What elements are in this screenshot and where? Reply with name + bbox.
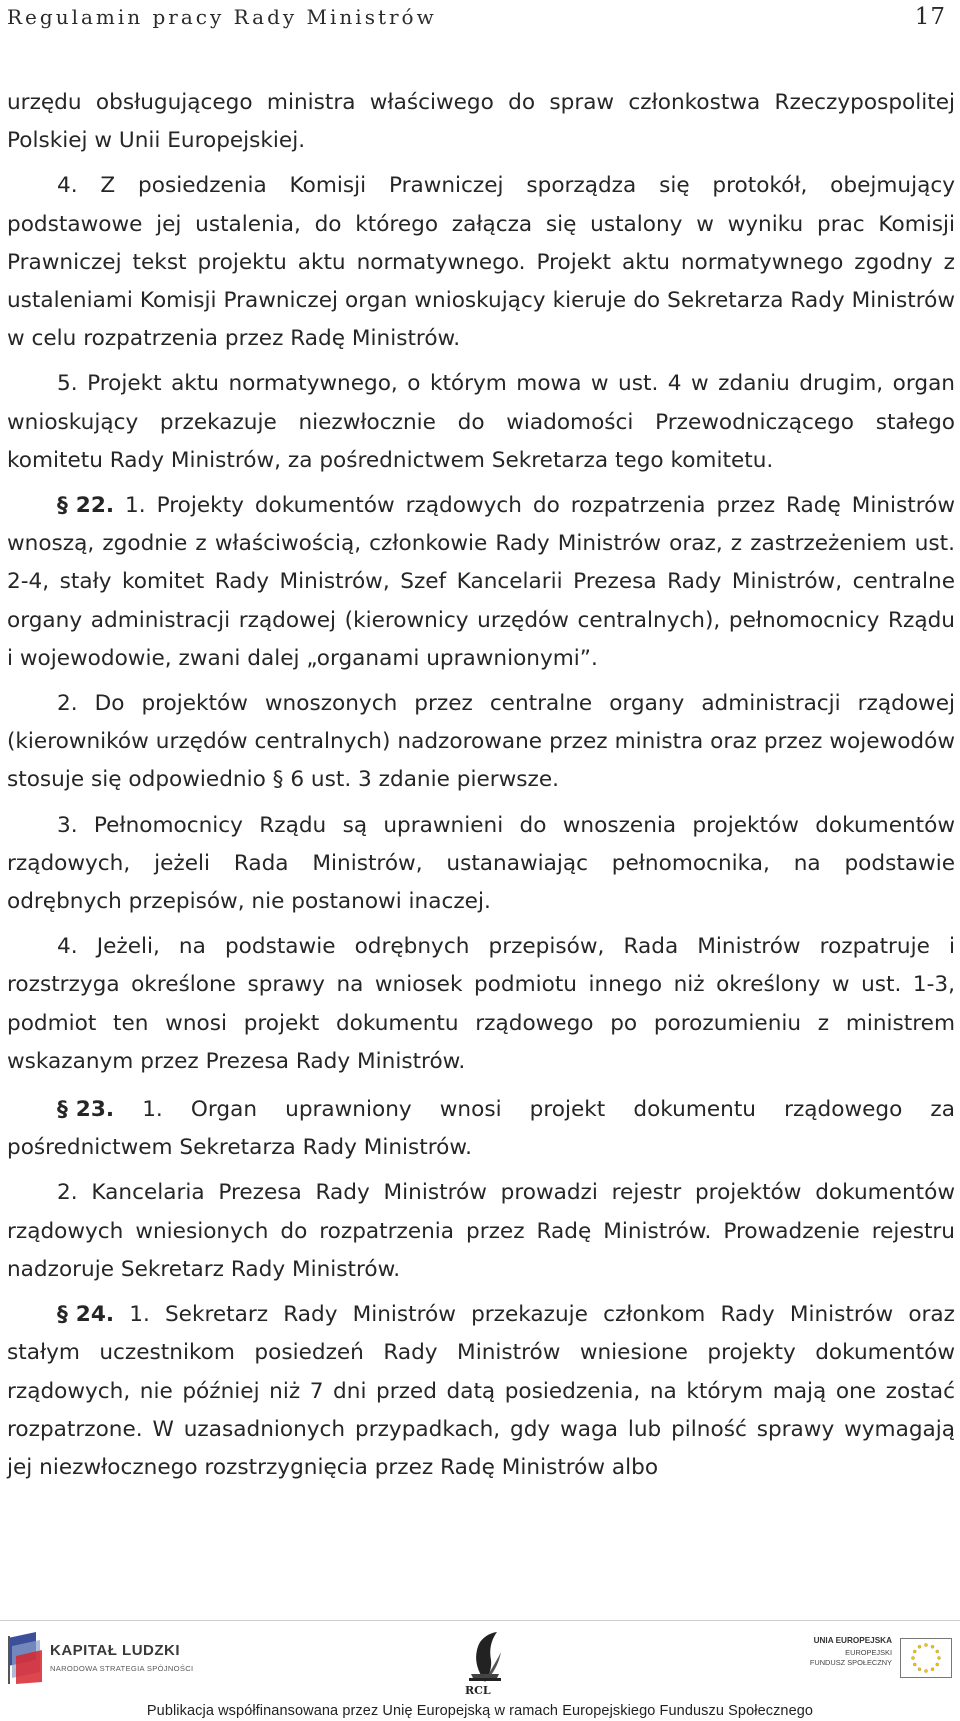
eu-star-icon [924, 1643, 927, 1646]
eu-star-icon [937, 1656, 940, 1659]
section-23 [7, 1091, 955, 1167]
eu-star-icon [913, 1650, 916, 1653]
paragraph: 5. Projekt aktu normatywnego, o którym mowa w ust. 4 w zdaniu drugim, organ wnioskujący przekazuje niezwłocznie do wiadomości Przewodniczącego stałego komitetu Rady Ministrów, za pośrednictwem Sekretarza tego komitetu. [7, 371, 955, 473]
section-symbol: § [57, 1097, 68, 1123]
eu-star-icon [936, 1650, 939, 1653]
rcl-logo [455, 1630, 515, 1698]
paragraph: 3. Pełnomocnicy Rządu są uprawnieni do wnoszenia projektów dokumentów rządowych, jeżeli Rada Ministrów, ustanawiając pełnomocnika, na podstawie odrębnych przepisów, nie postanowi inaczej. [7, 812, 955, 915]
rcl-text: RCL [465, 1684, 491, 1697]
eu-logo-line1: UNIA EUROPEJSKA [813, 1636, 892, 1645]
eu-star-icon [911, 1656, 914, 1659]
eu-star-icon [931, 1645, 934, 1648]
section-22 [7, 487, 955, 678]
paragraph: 4. Z posiedzenia Komisji Prawniczej sporządza się protokół, obejmujący podstawowe jej ustalenia, do którego załącza się ustalony w wyniku prac Komisji Prawniczej tekst projektu aktu normatywnego. Projekt aktu normatywnego zgodny z ustaleniami Komisji Prawniczej organ wnioskujący kieruje do Sekretarza Rady Ministrów w celu rozpatrzenia przez Radę Ministrów. [7, 173, 955, 352]
kapital-ludzki-flag-icon [6, 1632, 44, 1684]
rcl-quill-icon [455, 1630, 515, 1686]
eu-logo-line3: FUNDUSZ SPOŁECZNY [809, 1658, 892, 1667]
kapital-ludzki-logo [6, 1632, 226, 1692]
section-number: 24. [75, 1302, 115, 1328]
page-number: 17 [914, 4, 946, 30]
section-heading [57, 493, 114, 518]
running-header [7, 4, 946, 30]
page-footer [0, 1610, 960, 1721]
section-heading [57, 1302, 114, 1327]
kapital-ludzki-subtitle: NARODOWA STRATEGIA SPÓJNOŚCI [50, 1664, 194, 1673]
eu-star-icon [936, 1663, 939, 1666]
paragraph: urzędu obsługującego ministra właściwego do spraw członkostwa Rzeczypospolitej Polskiej w Unii Europejskiej. [7, 90, 955, 154]
footer-divider [0, 1620, 960, 1621]
section-number: 23. [75, 1097, 115, 1123]
paragraph: 2. Do projektów wnoszonych przez centralne organy administracji rządowej (kierowników urzędów centralnych) nadzorowane przez ministra oraz przez wojewodów stosuje się odpowiednio § 6 ust. 3 zdanie pierwsze. [7, 691, 955, 793]
section-text: 1. Sekretarz Rady Ministrów przekazuje członkom Rady Ministrów oraz stałym uczestnikom posiedzeń Rady Ministrów wniesione projekty dokumentów rządowych, nie później niż 7 dni przed datą posiedzenia, na którym mają one zostać rozpatrzone. W uzasadnionych przypadkach, gdy waga lub pilność sprawy wymagają jej niezwłocznego rozstrzygnięcia przez Radę Ministrów albo [7, 1302, 955, 1480]
eu-flag-icon [900, 1638, 952, 1678]
eu-star-icon [924, 1669, 927, 1672]
paragraph: 2. Kancelaria Prezesa Rady Ministrów prowadzi rejestr projektów dokumentów rządowych wniesionych do rozpatrzenia przez Radę Ministrów. Prowadzenie rejestru nadzoruje Sekretarz Rady Ministrów. [7, 1180, 955, 1282]
paragraph: 4. Jeżeli, na podstawie odrębnych przepisów, Rada Ministrów rozpatruje i rozstrzyga określone sprawy na wniosek podmiotu innego niż określony w ust. 1-3, podmiot ten wnosi projekt dokumentu rządowego po porozumieniu z ministrem wskazanym przez Prezesa Rady Ministrów. [7, 934, 955, 1074]
section-text: 1. Projekty dokumentów rządowych do rozpatrzenia przez Radę Ministrów wnoszą, zgodnie z właściwością, członkowie Rady Ministrów oraz, z zastrzeżeniem ust. 2-4, stały komitet Rady Ministrów, Szef Kancelarii Prezesa Rady Ministrów, centralne organy administracji rządowej (kierownicy urzędów centralnych), pełnomocnicy Rządu i wojewodowie, zwani dalej „organami uprawnionymi”. [7, 493, 956, 671]
section-number: 22. [75, 493, 115, 519]
eu-star-icon [931, 1668, 934, 1671]
section-24 [7, 1296, 955, 1487]
eu-social-fund-logo [784, 1636, 954, 1686]
document-body [7, 84, 955, 1487]
header-title: Regulamin pracy Rady Ministrów [7, 5, 437, 29]
section-heading [57, 1097, 114, 1122]
eu-logo-line2: EUROPEJSKI [845, 1648, 892, 1657]
eu-star-icon [918, 1668, 921, 1671]
eu-star-icon [913, 1663, 916, 1666]
eu-star-icon [918, 1645, 921, 1648]
section-symbol: § [57, 1302, 68, 1328]
section-symbol: § [57, 493, 68, 519]
kapital-ludzki-name: KAPITAŁ LUDZKI [50, 1642, 181, 1659]
cofinancing-note: Publikacja współfinansowana przez Unię Europejską w ramach Europejskiego Funduszu Społecznego [146, 1703, 814, 1719]
section-text: 1. Organ uprawniony wnosi projekt dokumentu rządowego za pośrednictwem Sekretarza Rady Ministrów. [7, 1097, 955, 1161]
